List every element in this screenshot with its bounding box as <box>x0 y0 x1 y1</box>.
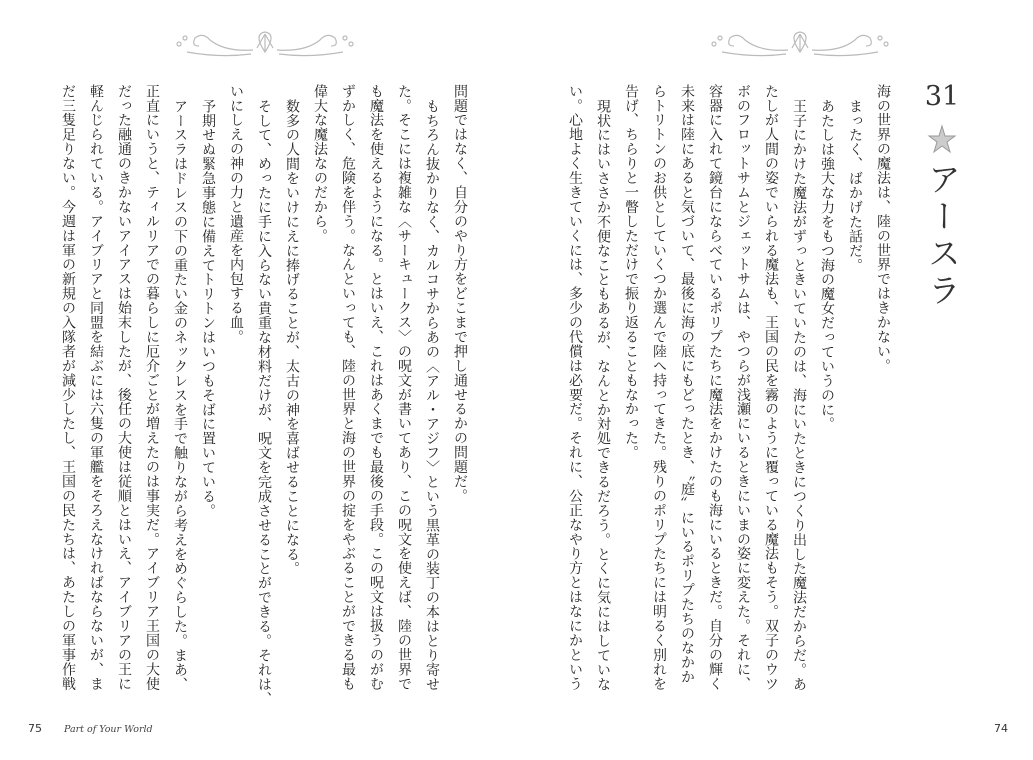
text-line: 海の世界の魔法は、陸の世界ではきかない。 <box>875 84 891 373</box>
text-line: も魔法を使えるようになる。とはいえ、これはあくまでも最後の手段。この呪文は扱うのがむ <box>368 84 384 691</box>
text-line: ボのフロットサムとジェットサムは、やつらが浅瀬にいるときにいまの姿に変えた。それに、 <box>735 84 751 691</box>
text-line: まったく、ばかげた話だ。 <box>847 98 863 272</box>
text-line: だ三隻足りない。今週は軍の新規の入隊者が減少したし、王国の民たちは、あたしの軍事作戦 <box>60 84 76 691</box>
text-line: もちろん抜かりなく、カルコサからあの〈アル・アジフ〉という黒革の装丁の本はとり寄せ <box>424 98 440 691</box>
text-line: 王子にかけた魔法がずっときいていたのは、海にいたときにつくり出した魔法だからだ。あ <box>791 98 807 691</box>
chapter-heading <box>916 80 968 310</box>
text-line: 容器に入れて鏡台にならべているポリプたちに魔法をかけたのも海にいるときだ。自分の輝く <box>707 84 723 691</box>
text-line: たしが人間の姿でいられる魔法も、王国の民を霧のように覆っている魔法もそう。双子のウツ <box>763 84 779 691</box>
text-line: 現状にはいささか不便なこともあるが、なんとか対処できるだろう。とくに気にはしていな <box>595 98 611 691</box>
text-line: あたしは強大な力をもつ海の魔女だっていうのに。 <box>819 98 835 431</box>
page-number-right: 74 <box>994 722 1008 735</box>
text-line: ずかしく、危険を伴う。なんといっても、陸の世界と海の世界の掟をやぶることができる最も <box>340 84 356 691</box>
text-line: 数多の人間をいけにえに捧げることが、太古の神を喜ばせることになる。 <box>284 98 300 576</box>
text-line: らトリトンのお供としていくつか選んで陸へ持ってきた。残りのポリプたちには明るく別れを <box>651 84 667 691</box>
chapter-number: 31 <box>924 81 960 112</box>
text-line: 正直にいうと、ティルリアでの暮らしに厄介ごとが増えたのは事実だ。アイブリア王国の大使 <box>144 84 160 691</box>
text-line: 未来は陸にあると気づいて、最後に海の底にもどったとき、〝庭〟にいるポリプたちのなかか <box>679 84 695 684</box>
text-line: 偉大な魔法なのだから。 <box>312 84 328 243</box>
text-line: そして、めったに手に入らない貴重な材料だけが、呪文を完成させることができる。それは、 <box>256 98 272 706</box>
text-line: いにしえの神の力と遺産を内包する血。 <box>228 84 244 345</box>
chapter-title: アースラ <box>923 162 962 310</box>
shell-ornament <box>700 22 900 62</box>
text-line: だった融通のきかないアイアスは始末したが、後任の大使は従順とはいえ、アイブリアの王に <box>116 84 132 691</box>
page-number-left: 75 <box>28 722 42 735</box>
right-page-body <box>561 84 897 714</box>
text-line: た。そこには複雑な〈サーキュークス〉の呪文が書いてあり、この呪文を使えば、陸の世界で <box>396 84 412 691</box>
text-line: 告げ、ちらりと一瞥しただけで振り返ることもなかった。 <box>623 84 639 460</box>
text-line: 軽んじられている。アイブリアと同盟を結ぶには六隻の軍艦をそろえなければならないが、ま <box>88 84 104 691</box>
text-line: アースラはドレスの下の重たい金のネックレスを手で触りながら考えをめぐらした。まあ、 <box>172 98 188 691</box>
running-head: Part of Your World <box>64 724 153 735</box>
starfish-icon <box>927 124 957 154</box>
text-line: い。心地よく生きていくには、多少の代償は必要だ。それに、公正なやり方とはなにかという <box>567 84 583 691</box>
text-line: 問題ではなく、自分のやり方をどこまで押し通せるかの問題だ。 <box>452 84 468 504</box>
text-line: 予期せぬ緊急事態に備えてトリトンはいつもそばに置いている。 <box>200 98 216 518</box>
shell-ornament <box>165 22 365 62</box>
left-page-body <box>54 84 474 714</box>
